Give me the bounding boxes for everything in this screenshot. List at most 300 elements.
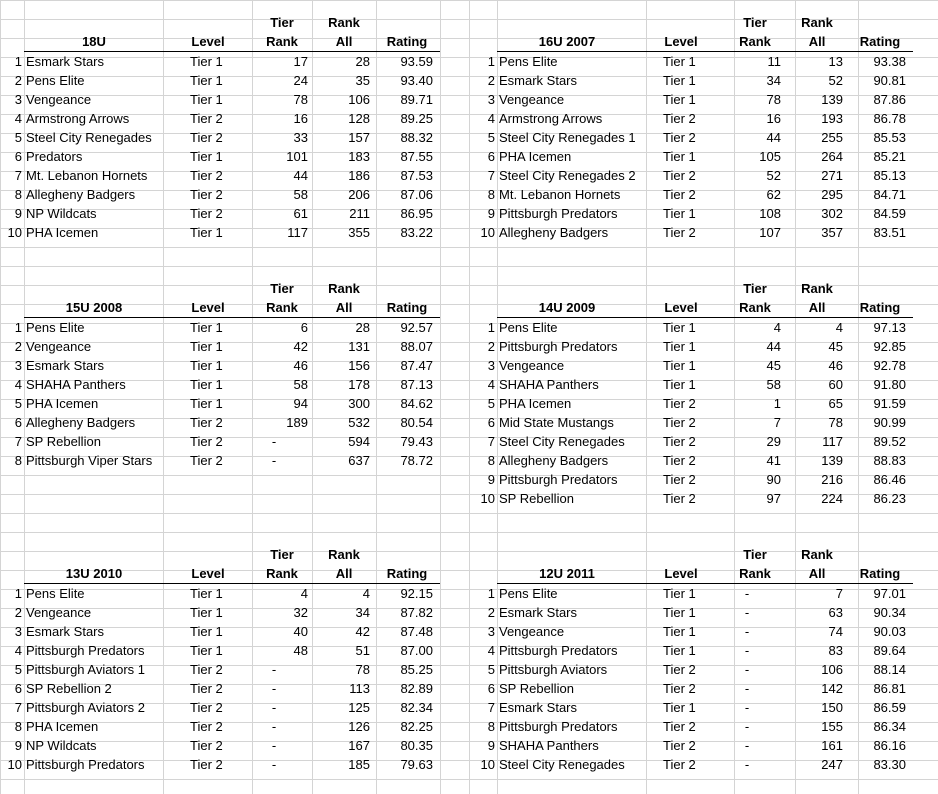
table-row [0,337,469,356]
row-number: 7 [14,434,22,449]
rating-value: 91.80 [873,377,906,392]
team-name: SP Rebellion [499,491,574,506]
rank-all: 13 [828,54,843,69]
tier-rank: - [744,586,750,601]
tier-rank: 78 [766,92,781,107]
rank-all: 52 [828,73,843,88]
row-number: 3 [487,624,495,639]
table-title: 16U 2007 [538,34,596,49]
row-number: 8 [14,453,22,468]
row-number: 2 [14,73,22,88]
row-number: 1 [487,54,495,69]
rating-value: 89.52 [873,434,906,449]
row-number: 2 [14,605,22,620]
tier-rank: - [271,453,277,468]
rank-all: 156 [348,358,370,373]
rating-value: 93.40 [400,73,433,88]
table-row [0,223,469,242]
team-level: Tier 2 [190,130,223,145]
team-name: Steel City Renegades [26,130,152,145]
tier-rank: 34 [766,73,781,88]
table-row [473,71,938,90]
team-name: Pittsburgh Aviators 2 [26,700,145,715]
header-row-bottom [497,298,913,318]
table-row [0,128,469,147]
table-row [0,736,469,755]
row-number: 2 [14,339,22,354]
table-row [473,109,938,128]
team-level: Tier 1 [190,624,223,639]
rating-value: 80.35 [400,738,433,753]
row-number: 7 [14,168,22,183]
header-row-bottom [24,32,440,52]
row-number: 10 [480,757,495,772]
rank-all: 117 [822,434,843,449]
table-row [473,375,938,394]
row-number: 3 [14,358,22,373]
table-row [0,204,469,223]
team-level: Tier 1 [190,358,223,373]
header-rating: Rating [859,300,901,315]
team-level: Tier 1 [190,225,223,240]
tier-rank: 42 [293,339,308,354]
table-row [0,641,469,660]
team-name: Vengeance [26,605,92,620]
row-number: 7 [14,700,22,715]
rank-all: 167 [348,738,370,753]
team-name: Mid State Mustangs [499,415,614,430]
table-12u-2011 [473,545,938,774]
team-name: PHA Icemen [499,396,572,411]
rank-all: 247 [821,757,843,772]
rank-all: 139 [821,92,843,107]
team-level: Tier 2 [190,434,223,449]
rating-value: 87.53 [400,168,433,183]
table-row [0,755,469,774]
team-name: Pens Elite [499,54,558,69]
tier-rank: 6 [300,320,308,335]
rank-all: 106 [348,92,370,107]
rank-all: 255 [821,130,843,145]
team-level: Tier 2 [190,757,223,772]
table-row [473,470,938,489]
rank-all: 216 [821,472,843,487]
tier-rank: - [744,662,750,677]
team-name: Allegheny Badgers [26,415,136,430]
team-level: Tier 2 [663,187,696,202]
rating-value: 87.48 [400,624,433,639]
team-name: Pens Elite [499,320,558,335]
team-level: Tier 1 [663,206,696,221]
table-title: 14U 2009 [538,300,596,315]
team-name: Vengeance [499,624,565,639]
rating-value: 89.64 [873,643,906,658]
tier-rank: 32 [293,605,308,620]
team-name: Pens Elite [26,586,85,601]
team-level: Tier 1 [663,358,696,373]
team-name: Pittsburgh Predators [499,472,618,487]
row-number: 6 [14,681,22,696]
table-row [0,52,469,71]
table-row [0,717,469,736]
rating-value: 88.32 [400,130,433,145]
tier-rank: 7 [773,415,781,430]
rank-all: 357 [821,225,843,240]
rank-all: 4 [362,586,370,601]
team-level: Tier 1 [663,54,696,69]
team-level: Tier 2 [663,130,696,145]
rating-value: 97.13 [873,320,906,335]
tier-rank: - [271,700,277,715]
rank-all: 78 [355,662,370,677]
team-level: Tier 2 [190,168,223,183]
tier-rank: - [744,719,750,734]
tier-rank: 40 [293,624,308,639]
tier-rank: 16 [293,111,308,126]
rating-value: 87.55 [400,149,433,164]
table-row [0,432,469,451]
rank-all: 63 [828,605,843,620]
tier-rank: 33 [293,130,308,145]
header-rank: Rank [801,547,833,562]
rank-all: 302 [821,206,843,221]
team-level: Tier 2 [190,111,223,126]
team-name: Predators [26,149,83,164]
rating-value: 87.82 [400,605,433,620]
table-row [473,717,938,736]
tier-rank: 1 [773,396,781,411]
rank-all: 7 [835,586,843,601]
table-row [473,660,938,679]
row-number: 8 [487,187,495,202]
table-row [473,641,938,660]
rating-value: 86.59 [873,700,906,715]
rating-value: 93.38 [873,54,906,69]
rank-all: 83 [828,643,843,658]
row-number: 4 [14,111,22,126]
tier-rank: 58 [766,377,781,392]
team-level: Tier 2 [663,168,696,183]
header-tier-rank: Rank [739,566,771,581]
table-row [0,698,469,717]
table-row [473,204,938,223]
rating-value: 79.43 [400,434,433,449]
rank-all: 183 [348,149,370,164]
team-name: Armstrong Arrows [26,111,130,126]
header-rank: Rank [328,281,360,296]
team-name: Mt. Lebanon Hornets [26,168,148,183]
tier-rank: 44 [293,168,308,183]
rating-value: 84.62 [400,396,433,411]
team-name: Pittsburgh Predators [499,643,618,658]
team-level: Tier 1 [190,643,223,658]
row-number: 1 [14,586,22,601]
team-level: Tier 2 [190,453,223,468]
header-all: All [335,566,353,581]
rank-all: 28 [355,54,370,69]
row-number: 8 [487,719,495,734]
team-level: Tier 1 [663,73,696,88]
header-level: Level [664,566,698,581]
table-row [473,584,938,603]
rating-value: 93.59 [400,54,433,69]
table-row [473,147,938,166]
rank-all: 157 [348,130,370,145]
header-tier: Tier [270,547,294,562]
table-row [473,736,938,755]
team-level: Tier 2 [190,662,223,677]
header-tier: Tier [743,281,767,296]
row-number: 5 [14,396,22,411]
team-name: Esmark Stars [499,605,578,620]
rank-all: 42 [355,624,370,639]
row-number: 6 [487,149,495,164]
rating-value: 92.57 [400,320,433,335]
table-row [0,90,469,109]
table-row [473,413,938,432]
rating-value: 89.25 [400,111,433,126]
row-number: 3 [487,92,495,107]
rating-value: 88.07 [400,339,433,354]
team-name: Pittsburgh Predators [499,719,618,734]
team-name: Allegheny Badgers [499,225,609,240]
rating-value: 92.15 [400,586,433,601]
team-level: Tier 1 [663,149,696,164]
header-rating: Rating [859,34,901,49]
table-row [0,318,469,337]
rank-all: 51 [355,643,370,658]
team-name: PHA Icemen [26,225,99,240]
table-row [0,413,469,432]
team-name: Steel City Renegades 2 [499,168,636,183]
rank-all: 178 [348,377,370,392]
row-number: 8 [487,453,495,468]
tier-rank: 62 [766,187,781,202]
row-number: 4 [487,377,495,392]
team-level: Tier 2 [190,187,223,202]
table-row [473,679,938,698]
header-rank: Rank [328,15,360,30]
rating-value: 85.13 [873,168,906,183]
table-18u [0,13,469,242]
team-level: Tier 1 [190,92,223,107]
team-name: NP Wildcats [26,206,97,221]
row-number: 9 [14,206,22,221]
team-level: Tier 1 [190,149,223,164]
row-number: 10 [7,225,22,240]
header-tier-rank: Rank [266,566,298,581]
rating-value: 86.95 [400,206,433,221]
header-tier: Tier [270,15,294,30]
row-number: 7 [487,168,495,183]
header-rank: Rank [328,547,360,562]
rating-value: 84.59 [873,206,906,221]
row-number: 3 [487,358,495,373]
table-row [0,109,469,128]
header-row-top [473,279,938,298]
team-level: Tier 2 [663,738,696,753]
rank-all: 295 [821,187,843,202]
tier-rank: 24 [293,73,308,88]
header-rank: Rank [801,281,833,296]
team-level: Tier 2 [663,472,696,487]
team-name: Esmark Stars [26,54,105,69]
team-level: Tier 2 [663,491,696,506]
table-row [0,451,469,470]
header-tier-rank: Rank [266,34,298,49]
tier-rank: 108 [759,206,781,221]
table-row [473,337,938,356]
team-name: Steel City Renegades [499,757,625,772]
row-number: 6 [14,149,22,164]
team-name: Pittsburgh Predators [499,206,618,221]
row-number: 7 [487,700,495,715]
rank-all: 126 [348,719,370,734]
header-rating: Rating [859,566,901,581]
rating-value: 87.47 [400,358,433,373]
row-number: 4 [487,111,495,126]
rank-all: 264 [821,149,843,164]
rating-value: 88.14 [873,662,906,677]
header-row-top [0,13,469,32]
tier-rank: 101 [286,149,308,164]
row-number: 2 [487,339,495,354]
tier-rank: - [744,605,750,620]
rank-all: 65 [828,396,843,411]
row-number: 3 [14,92,22,107]
tier-rank: 17 [293,54,308,69]
team-name: Esmark Stars [499,73,578,88]
rating-value: 85.53 [873,130,906,145]
header-all: All [808,34,826,49]
tier-rank: 48 [293,643,308,658]
team-level: Tier 1 [663,339,696,354]
rating-value: 82.34 [400,700,433,715]
table-row [473,603,938,622]
tier-rank: - [744,643,750,658]
table-row [473,356,938,375]
rating-value: 88.83 [873,453,906,468]
rating-value: 78.72 [400,453,433,468]
rank-all: 78 [828,415,843,430]
table-row [0,71,469,90]
team-level: Tier 1 [663,92,696,107]
team-name: Pittsburgh Viper Stars [26,453,153,468]
team-name: Pittsburgh Predators [26,643,145,658]
rating-value: 83.51 [873,225,906,240]
team-level: Tier 1 [190,396,223,411]
team-name: SHAHA Panthers [499,738,599,753]
table-row [473,185,938,204]
rank-all: 106 [821,662,843,677]
rank-all: 35 [355,73,370,88]
team-name: Vengeance [26,339,92,354]
row-number: 6 [487,415,495,430]
team-level: Tier 1 [190,377,223,392]
tier-rank: 90 [766,472,781,487]
tier-rank: - [271,738,277,753]
header-level: Level [191,300,225,315]
team-name: Pens Elite [26,73,85,88]
table-row [0,394,469,413]
team-level: Tier 1 [190,339,223,354]
rank-all: 206 [348,187,370,202]
rating-value: 91.59 [873,396,906,411]
rank-all: 300 [348,396,370,411]
team-name: Vengeance [499,358,565,373]
team-level: Tier 1 [190,54,223,69]
team-name: Esmark Stars [26,624,105,639]
header-level: Level [191,34,225,49]
tier-rank: 94 [293,396,308,411]
team-level: Tier 2 [663,434,696,449]
team-level: Tier 2 [663,681,696,696]
row-number: 3 [14,624,22,639]
rating-value: 92.78 [873,358,906,373]
rating-value: 86.46 [873,472,906,487]
rank-all: 211 [349,206,370,221]
header-level: Level [191,566,225,581]
rating-value: 87.06 [400,187,433,202]
team-name: Steel City Renegades [499,434,625,449]
rank-all: 128 [348,111,370,126]
tier-rank: - [271,719,277,734]
rank-all: 74 [828,624,843,639]
rating-value: 86.16 [873,738,906,753]
team-name: Vengeance [26,92,92,107]
table-row [0,147,469,166]
tier-rank: - [744,757,750,772]
team-name: Esmark Stars [499,700,578,715]
tier-rank: - [271,681,277,696]
header-tier-rank: Rank [739,34,771,49]
row-number: 9 [14,738,22,753]
tier-rank: - [744,738,750,753]
tier-rank: - [271,434,277,449]
tier-rank: - [271,662,277,677]
team-level: Tier 1 [190,605,223,620]
team-name: Pittsburgh Predators [499,339,618,354]
header-row-bottom [24,298,440,318]
rank-all: 186 [348,168,370,183]
row-number: 8 [14,719,22,734]
table-row [473,698,938,717]
team-level: Tier 1 [663,377,696,392]
team-level: Tier 2 [663,415,696,430]
tier-rank: 189 [286,415,308,430]
tier-rank: 58 [293,377,308,392]
table-row [473,622,938,641]
row-number: 4 [487,643,495,658]
row-number: 9 [487,472,495,487]
rating-value: 86.78 [873,111,906,126]
rating-value: 90.34 [873,605,906,620]
table-row [473,166,938,185]
table-15u-2008 [0,279,469,470]
table-row [0,660,469,679]
row-number: 1 [487,586,495,601]
tier-rank: 16 [766,111,781,126]
tier-rank: 61 [293,206,308,221]
row-number: 2 [487,605,495,620]
team-name: SP Rebellion [499,681,574,696]
rating-value: 90.81 [873,73,906,88]
rank-all: 150 [821,700,843,715]
row-number: 9 [487,738,495,753]
team-level: Tier 2 [663,225,696,240]
header-all: All [335,34,353,49]
team-level: Tier 1 [663,624,696,639]
